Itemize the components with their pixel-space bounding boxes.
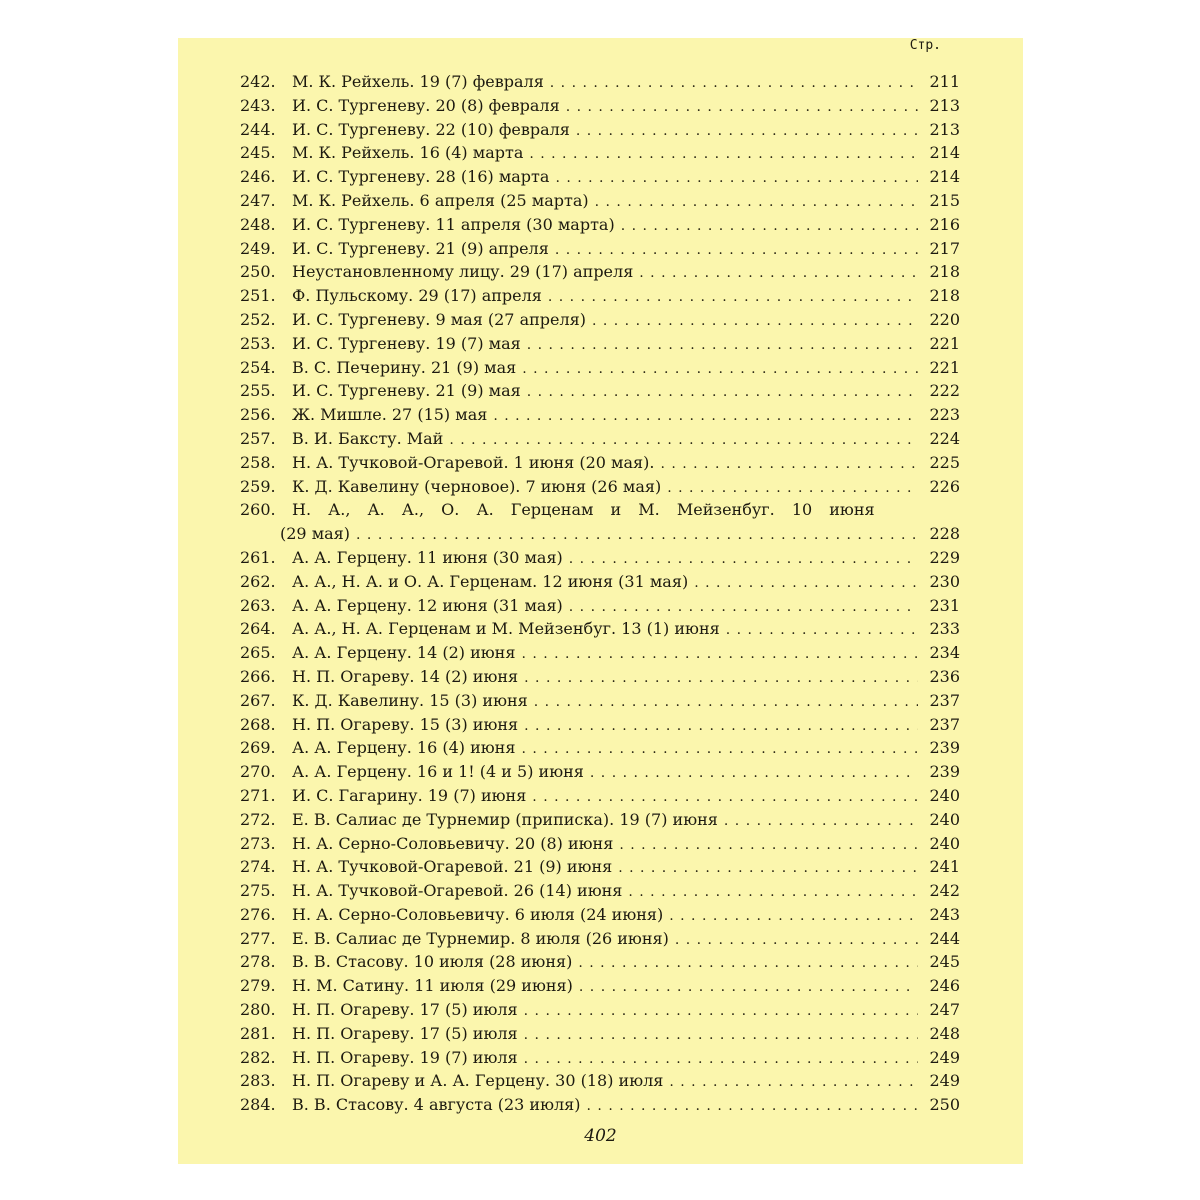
toc-entry [240, 760, 960, 784]
entry-number: 259. [240, 476, 276, 496]
entry-page-number: 242 [929, 881, 960, 901]
leader-dots [667, 477, 918, 501]
entry-page-number: 213 [929, 119, 960, 139]
entry-text: В. В. Стасову. 4 августа (23 июля) [292, 1095, 581, 1115]
toc-entry [240, 498, 960, 546]
entry-page-number: 223 [929, 405, 960, 425]
entry-text: И. С. Тургеневу. 21 (9) апреля [292, 238, 549, 258]
entry-page-number: 244 [929, 928, 960, 948]
entry-number: 242. [240, 72, 276, 91]
toc-entry [240, 403, 960, 427]
entry-number: 253. [240, 333, 276, 353]
entry-number: 275. [240, 881, 276, 901]
entry-page-number: 250 [929, 1095, 960, 1115]
entry-page-number: 211 [929, 72, 960, 91]
toc-entry [240, 950, 960, 974]
leader-dots [521, 643, 918, 667]
leader-dots [566, 96, 918, 120]
entry-number: 278. [240, 952, 276, 972]
leader-dots [579, 976, 918, 1000]
leader-dots [619, 834, 918, 858]
leader-dots [524, 715, 918, 739]
entry-page-number: 214 [929, 167, 960, 187]
toc-entry [240, 713, 960, 737]
entry-number: 245. [240, 143, 276, 163]
toc-entry [240, 641, 960, 665]
toc-entry [240, 356, 960, 380]
entry-text: В. С. Печерину. 21 (9) мая [292, 357, 517, 377]
toc-entry [240, 665, 960, 689]
entry-number: 271. [240, 785, 276, 805]
leader-dots [694, 572, 918, 596]
entry-number: 284. [240, 1095, 276, 1115]
entry-text: К. Д. Кавелину. 15 (3) июня [292, 690, 528, 710]
leader-dots [628, 881, 918, 905]
entry-number: 282. [240, 1047, 276, 1067]
toc-entry [240, 784, 960, 808]
toc-entry [240, 165, 960, 189]
entry-page-number: 247 [929, 1000, 960, 1020]
entry-page-number: 230 [929, 571, 960, 591]
entry-number: 260. [240, 500, 276, 520]
toc-entry [240, 736, 960, 760]
leader-dots [356, 524, 918, 548]
entry-text: И. С. Тургеневу. 21 (9) мая [292, 381, 521, 401]
entry-number: 252. [240, 309, 276, 329]
entry-text: Н. А. Серно-Соловьевичу. 20 (8) июня [292, 833, 614, 853]
entry-page-number: 241 [929, 857, 960, 877]
toc-entry [240, 1069, 960, 1093]
entry-number: 272. [240, 809, 276, 829]
entry-text: А. А., Н. А. и О. А. Герценам. 12 июня (31 мая) [292, 571, 689, 591]
entry-number: 268. [240, 714, 276, 734]
leader-dots [555, 239, 918, 263]
entry-text: И. С. Гагарину. 19 (7) июня [292, 785, 527, 805]
leader-dots [578, 952, 918, 976]
entry-text: А. А. Герцену. 12 июня (31 мая) [292, 595, 563, 615]
entry-number: 265. [240, 643, 276, 663]
toc-entry [240, 70, 960, 94]
leader-dots [576, 120, 918, 144]
entry-page-number: 234 [929, 643, 960, 663]
toc-entry [240, 475, 960, 499]
entry-number: 279. [240, 976, 276, 996]
entry-page-number: 222 [929, 381, 960, 401]
entry-page-number: 221 [929, 333, 960, 353]
entry-page-number: 249 [929, 1047, 960, 1067]
entry-number: 248. [240, 214, 276, 234]
entry-text: А. А. Герцену. 14 (2) июня [292, 643, 516, 663]
entry-text: Н. А. Тучковой-Огаревой. 26 (14) июня [292, 881, 623, 901]
entry-text: И. С. Тургеневу. 20 (8) февраля [292, 95, 560, 115]
toc-entry [240, 427, 960, 451]
entry-page-number: 231 [929, 595, 960, 615]
leader-dots [524, 1048, 918, 1072]
entry-page-number: 215 [929, 190, 960, 210]
entry-text: И. С. Тургеневу. 22 (10) февраля [292, 119, 570, 139]
toc-entry [240, 379, 960, 403]
leader-dots [524, 1000, 918, 1024]
entry-page-number: 228 [929, 524, 960, 544]
entry-number: 273. [240, 833, 276, 853]
entry-number: 280. [240, 1000, 276, 1020]
leader-dots [639, 262, 918, 286]
leader-dots [521, 738, 918, 762]
entry-text: Ж. Мишле. 27 (15) мая [292, 405, 488, 425]
entry-page-number: 248 [929, 1023, 960, 1043]
entry-text: Н. П. Огареву. 15 (3) июня [292, 714, 519, 734]
leader-dots [587, 1095, 918, 1119]
entry-page-number: 226 [929, 476, 960, 496]
entry-number: 281. [240, 1023, 276, 1043]
leader-dots [726, 619, 918, 643]
entry-page-number: 221 [929, 357, 960, 377]
leader-dots [493, 405, 918, 429]
page-number: 402 [584, 1126, 617, 1146]
leader-dots [595, 191, 918, 215]
leader-dots [522, 358, 918, 382]
entry-text: Н. А. Тучковой-Огаревой. 1 июня (20 мая). [292, 452, 655, 472]
leader-dots [675, 929, 918, 953]
entry-number: 262. [240, 571, 276, 591]
toc-entry [240, 594, 960, 618]
entry-text: Н. П. Огареву. 14 (2) июня [292, 666, 519, 686]
leader-dots [590, 762, 918, 786]
entry-page-number: 236 [929, 666, 960, 686]
book-page [178, 38, 1023, 1164]
entry-page-number: 240 [929, 809, 960, 829]
entry-text: Е. В. Салиас де Турнемир (приписка). 19 (7) июня [292, 809, 718, 829]
toc-entry [240, 260, 960, 284]
entry-number: 250. [240, 262, 276, 282]
entry-page-number: 240 [929, 785, 960, 805]
entry-text: И. С. Тургеневу. 11 апреля (30 марта) [292, 214, 615, 234]
entry-number: 263. [240, 595, 276, 615]
leader-dots [524, 667, 918, 691]
toc-entry [240, 284, 960, 308]
entry-text: Неустановленному лицу. 29 (17) апреля [292, 262, 634, 282]
toc-entry [240, 689, 960, 713]
entry-number: 256. [240, 405, 276, 425]
entry-page-number: 225 [929, 452, 960, 472]
entry-page-number: 218 [929, 262, 960, 282]
toc-entry [240, 332, 960, 356]
toc-entry [240, 879, 960, 903]
entry-number: 269. [240, 738, 276, 758]
leader-dots [532, 786, 918, 810]
entry-number: 246. [240, 167, 276, 187]
entry-number: 266. [240, 666, 276, 686]
toc-entry [240, 855, 960, 879]
entry-number: 267. [240, 690, 276, 710]
toc-entry [240, 974, 960, 998]
entry-page-number: 220 [929, 309, 960, 329]
toc-entry [240, 308, 960, 332]
leader-dots [534, 691, 918, 715]
toc-entry [240, 1093, 960, 1117]
table-of-contents [240, 70, 960, 1117]
entry-page-number: 229 [929, 547, 960, 567]
entry-text: А. А., Н. А. Герценам и М. Мейзенбуг. 13 (1) июня [292, 619, 720, 639]
leader-dots [621, 215, 918, 239]
entry-page-number: 218 [929, 286, 960, 306]
entry-text: М. К. Рейхель. 6 апреля (25 марта) [292, 190, 589, 210]
leader-dots [529, 143, 918, 167]
entry-text: Н. П. Огареву. 19 (7) июля [292, 1047, 518, 1067]
leader-dots [618, 857, 918, 881]
toc-entry [240, 1022, 960, 1046]
entry-number: 244. [240, 119, 276, 139]
toc-entry [240, 94, 960, 118]
entry-text: Н. П. Огареву. 17 (5) июля [292, 1023, 518, 1043]
toc-entry [240, 903, 960, 927]
entry-number: 277. [240, 928, 276, 948]
entry-page-number: 249 [929, 1071, 960, 1091]
leader-dots [569, 596, 918, 620]
entry-page-number: 237 [929, 690, 960, 710]
entry-text: Н. А. Тучковой-Огаревой. 21 (9) июня [292, 857, 613, 877]
leader-dots [548, 286, 918, 310]
toc-entry [240, 213, 960, 237]
entry-text: М. К. Рейхель. 16 (4) марта [292, 143, 524, 163]
toc-entry [240, 141, 960, 165]
entry-text: К. Д. Кавелину (черновое). 7 июня (26 мая) [292, 476, 662, 496]
toc-entry [240, 808, 960, 832]
entry-page-number: 217 [929, 238, 960, 258]
entry-number: 274. [240, 857, 276, 877]
entry-number: 258. [240, 452, 276, 472]
leader-dots [527, 381, 918, 405]
leader-dots [550, 72, 918, 96]
toc-entry [240, 546, 960, 570]
entry-text: В. И. Баксту. Май [292, 428, 444, 448]
entry-text: И. С. Тургеневу. 28 (16) марта [292, 167, 550, 187]
entry-text: А. А. Герцену. 11 июня (30 мая) [292, 547, 563, 567]
entry-number: 254. [240, 357, 276, 377]
entry-number: 255. [240, 381, 276, 401]
entry-text: Н. П. Огареву. 17 (5) июля [292, 1000, 518, 1020]
entry-continuation [280, 522, 960, 548]
entry-page-number: 239 [929, 762, 960, 782]
entry-page-number: 224 [929, 428, 960, 448]
entry-number: 276. [240, 904, 276, 924]
entry-text: М. К. Рейхель. 19 (7) февраля [292, 72, 544, 91]
toc-entry [240, 927, 960, 951]
entry-number: 243. [240, 95, 276, 115]
entry-page-number: 246 [929, 976, 960, 996]
entry-number: 270. [240, 762, 276, 782]
entry-text: А. А. Герцену. 16 (4) июня [292, 738, 516, 758]
leader-dots [660, 453, 918, 477]
entry-text: Е. В. Салиас де Турнемир. 8 июля (26 июня) [292, 928, 669, 948]
leader-dots [669, 905, 918, 929]
entry-text-line-1: Н. А., А. А., О. А. Герценам и М. Мейзенбуг. 10 июня [292, 500, 875, 520]
entry-page-number: 213 [929, 95, 960, 115]
entry-page-number: 233 [929, 619, 960, 639]
toc-entry [240, 189, 960, 213]
page-column-header: Стр. [909, 38, 941, 53]
toc-block-1 [240, 70, 960, 498]
entry-number: 261. [240, 547, 276, 567]
toc-entry [240, 237, 960, 261]
toc-entry [240, 118, 960, 142]
entry-number: 247. [240, 190, 276, 210]
entry-page-number: 240 [929, 833, 960, 853]
entry-page-number: 237 [929, 714, 960, 734]
toc-block-2 [240, 546, 960, 1117]
entry-text: И. С. Тургеневу. 19 (7) мая [292, 333, 521, 353]
entry-text: В. В. Стасову. 10 июля (28 июня) [292, 952, 573, 972]
entry-page-number: 214 [929, 143, 960, 163]
entry-number: 251. [240, 286, 276, 306]
toc-entry [240, 570, 960, 594]
toc-entry [240, 832, 960, 856]
entry-text-line-2: (29 мая) [280, 524, 351, 544]
entry-number: 249. [240, 238, 276, 258]
entry-text: Н. М. Сатину. 11 июля (29 июня) [292, 976, 573, 996]
leader-dots [524, 1024, 918, 1048]
entry-page-number: 216 [929, 214, 960, 234]
entry-text: Н. А. Серно-Соловьевичу. 6 июля (24 июня) [292, 904, 664, 924]
entry-number: 257. [240, 428, 276, 448]
entry-text: А. А. Герцену. 16 и 1! (4 и 5) июня [292, 762, 584, 782]
entry-page-number: 239 [929, 738, 960, 758]
entry-page-number: 245 [929, 952, 960, 972]
leader-dots [724, 810, 918, 834]
leader-dots [569, 548, 918, 572]
toc-entry [240, 998, 960, 1022]
entry-number: 264. [240, 619, 276, 639]
toc-entry [240, 617, 960, 641]
entry-number: 283. [240, 1071, 276, 1091]
leader-dots [669, 1071, 918, 1095]
entry-text: Н. П. Огареву и А. А. Герцену. 30 (18) июля [292, 1071, 664, 1091]
leader-dots [592, 310, 918, 334]
leader-dots [555, 167, 918, 191]
entry-page-number: 243 [929, 904, 960, 924]
entry-text: И. С. Тургеневу. 9 мая (27 апреля) [292, 309, 586, 329]
toc-entry [240, 1046, 960, 1070]
toc-entry [240, 451, 960, 475]
entry-text: Ф. Пульскому. 29 (17) апреля [292, 286, 542, 306]
leader-dots [527, 334, 918, 358]
leader-dots [449, 429, 918, 453]
